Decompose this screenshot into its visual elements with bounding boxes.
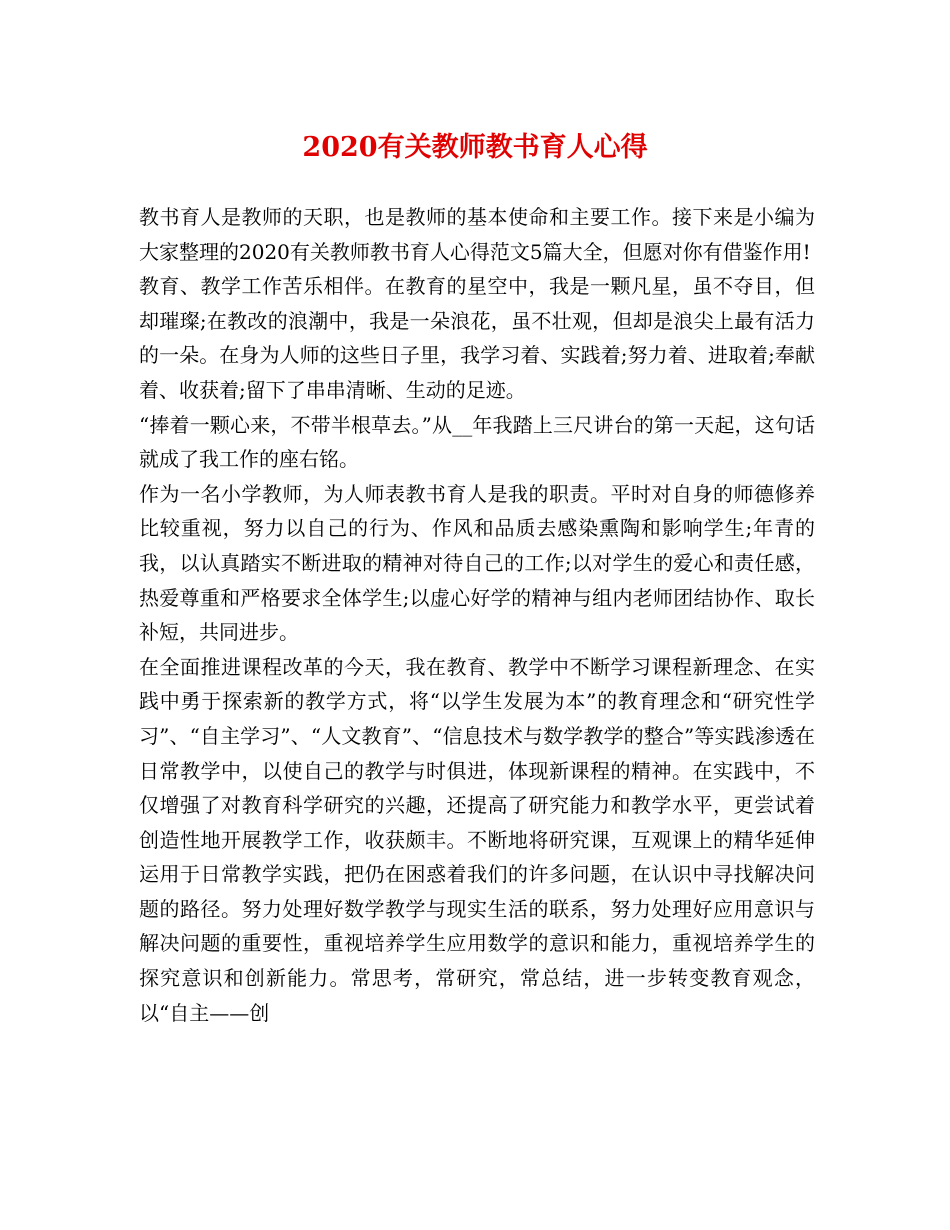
document-body: [139, 200, 815, 1030]
paragraph-curriculum-reform: 在全面推进课程改革的今天，我在教育、教学中不断学习课程新理念、在实践中勇于探索新的教学方式，将“以学生发展为本”的教育理念和“研究性学习”、“自主学习”、“人文教育”、“信息技术与数学教学的整合”等实践渗透在日常教学中，以使自己的教学与时俱进，体现新课程的精神。在实践中，不仅增强了对教育科学研究的兴趣，还提高了研究能力和教学水平，更尝试着创造性地开展教学工作，收获颇丰。不断地将研究课，互观课上的精华延伸运用于日常教学实践，把仍在困惑着我们的许多问题，在认识中寻找解决问题的路径。努力处理好数学教学与现实生活的联系，努力处理好应用意识与解决问题的重要性，重视培养学生应用数学的意识和能力，重视培养学生的探究意识和创新能力。常思考，常研究，常总结，进一步转变教育观念，以“自主——创: [139, 654, 815, 1025]
paragraph-intro: 教书育人是教师的天职，也是教师的基本使命和主要工作。接下来是小编为大家整理的2020有关教师教书育人心得范文5篇大全，但愿对你有借鉴作用!: [139, 205, 815, 264]
page-title: 2020有关教师教书育人心得: [302, 132, 648, 163]
paragraph-teaching-joys: 教育、教学工作苦乐相伴。在教育的星空中，我是一颗凡星，虽不夺目，但却璀璨;在教改的浪潮中，我是一朵浪花，虽不壮观，但却是浪尖上最有活力的一朵。在身为人师的这些日子里，我学习着、实践着;努力着、进取着;奉献着、收获着;留下了串串清晰、生动的足迹。: [139, 274, 815, 402]
paragraph-teacher-duty: 作为一名小学教师，为人师表教书育人是我的职责。平时对自身的师德修养比较重视，努力以自己的行为、作风和品质去感染熏陶和影响学生;年青的我，以认真踏实不断进取的精神对待自己的工作;以对学生的爱心和责任感，热爱尊重和严格要求全体学生;以虚心好学的精神与组内老师团结协作、取长补短，共同进步。: [139, 481, 815, 645]
paragraph-motto: “捧着一颗心来，不带半根草去。”从__年我踏上三尺讲台的第一天起，这句话就成了我工作的座右铭。: [139, 412, 815, 472]
